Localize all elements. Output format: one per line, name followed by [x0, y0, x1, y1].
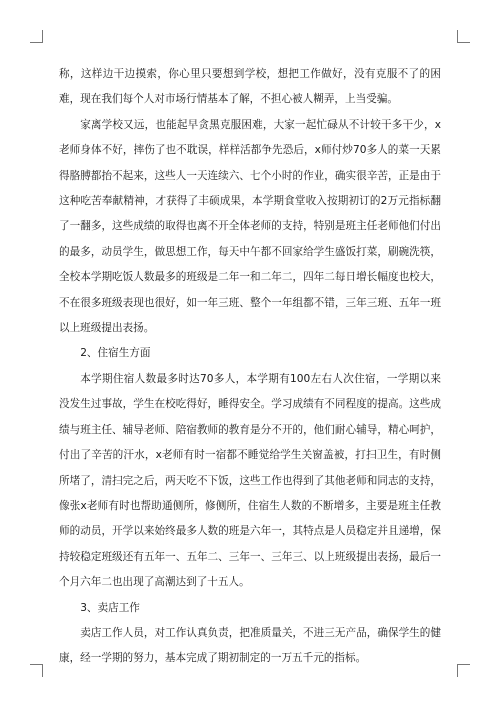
- document-body: [59, 62, 441, 672]
- page-corner-mark-bottom-right: [457, 664, 470, 677]
- page-corner-mark-bottom-left: [30, 664, 43, 677]
- page-corner-mark-top-left: [30, 30, 43, 43]
- paragraph-continuation: 称，这样边干边摸索，你心里只要想到学校，想把工作做好，没有克服不了的困难，现在我们每个人对市场行情基本了解，不担心被人糊弄，上当受骗。: [59, 68, 441, 106]
- paragraph-boarding: 本学期住宿人数最多时达70多人，本学期有100左右人次住宿，一学期以来没发生过事故，学生在校吃得好，睡得安全。学习成绩有不同程度的提高。这些成绩与班主任、辅导老师、陪宿教师的教育是分不开的，他们耐心辅导，精心呵护，付出了辛苦的汗水，x老师有时一宿都不睡觉给学生关窗盖被，打扫卫生，有时侧所堵了，清扫完之后，两天吃不下饭，这些工作也得到了其他老师和同志的支持，像张x老师有时也帮助通侧所，修侧所，住宿生人数的不断增多，主要是班主任教师的动员，开学以来始终最多人数的班是六年一，其特点是人员稳定并且递增，保持较稳定班级还有五年一、五年二、三年一、三年三、以上班级提出表扬，最后一个月六年二也出现了高潮达到了十五人。: [59, 372, 441, 589]
- paragraph-shop: 卖店工作人员，对工作认真负责，把准质量关，不进三无产品，确保学生的健康，经一学期的努力，基本完成了期初制定的一万五千元的指标。: [59, 626, 441, 665]
- section-heading-shop: 3、卖店工作: [80, 601, 140, 614]
- page-corner-mark-top-right: [457, 30, 470, 43]
- paragraph-canteen-staff: 家离学校又远，也能起早贪黑克服困难，大家一起忙碌从不计较干多干少，x老师身体不好，摔伤了也不耽误，样样活都争先恐后，x师付炒70多人的菜一天累得胳膊都抬不起来，这些人一天连续六、七个小时的作业，确实很辛苦，正是由于这种吃苦奉献精神，才获得了丰硕成果，本学期食堂收入按期初订的2万元指标翻了一翻多，这些成绩的取得也离不开全体老师的支持，特别是班主任老师他们付出的最多，动员学生，做思想工作，每天中午都不回家给学生盛饭打菜，刷碗洗筷，全校本学期吃饭人数最多的班级是二年一和二年二，四年二每日增长幅度也校大，不在很多班级表现也很好，如一年三班、整个一年组都不错，三年三班、五年一班以上班级提出表扬。: [59, 118, 441, 335]
- section-heading-boarding: 2、住宿生方面: [80, 347, 151, 360]
